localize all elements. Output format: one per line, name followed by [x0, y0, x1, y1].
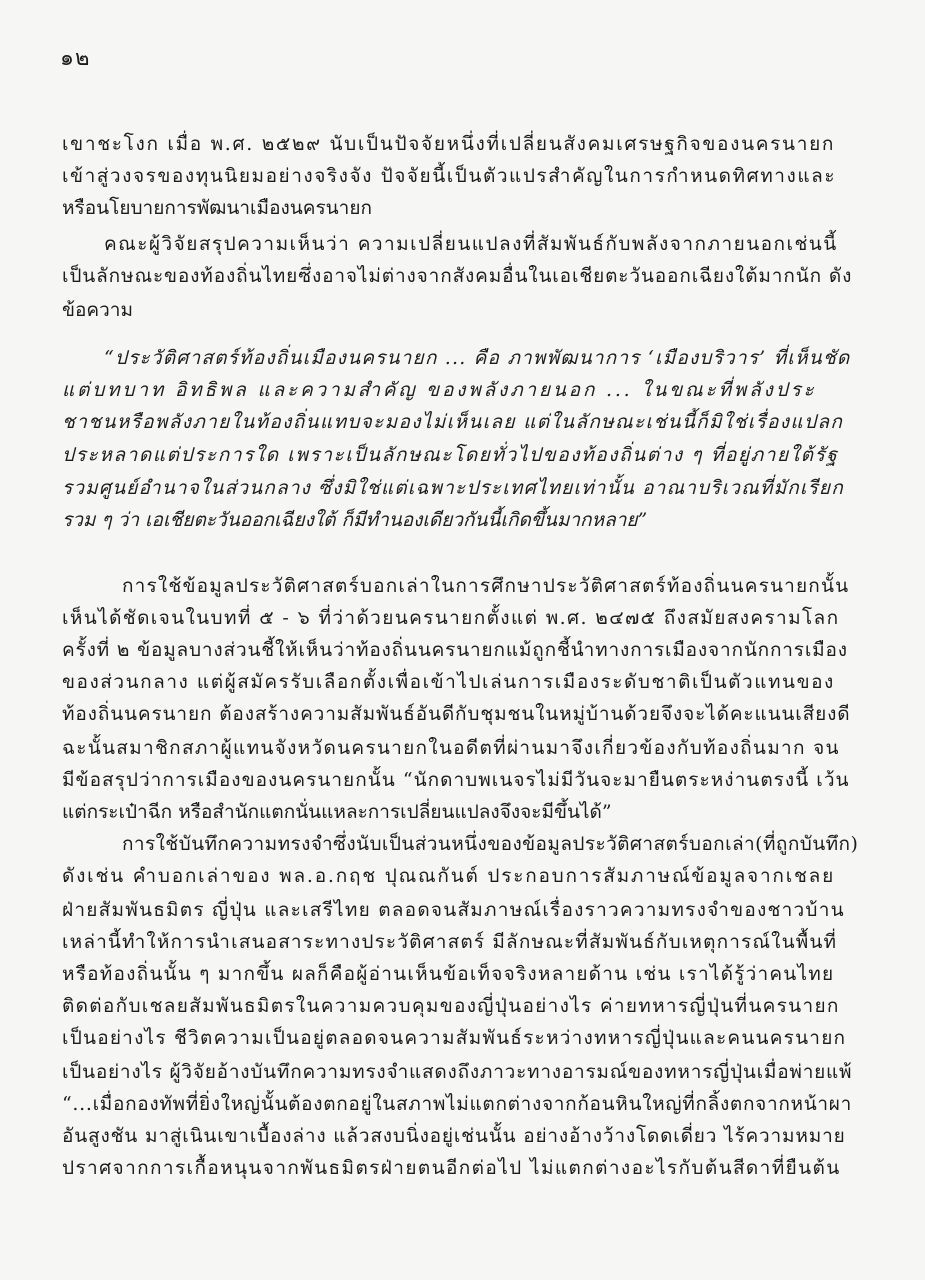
text-line: ครั้งที่ ๒ ข้อมูลบางส่วนชี้ให้เห็นว่าท้องถิ่นนครนายกแม้ถูกชี้นำทางการเมืองจากนักการเมือง	[62, 639, 848, 661]
text-line: เขาชะโงก เมื่อ พ.ศ. ๒๕๒๙ นับเป็นปัจจัยหนึ่งที่เปลี่ยนสังคมเศรษฐกิจของนครนายก	[62, 133, 836, 155]
text-line: เป็นอย่างไร ชีวิตความเป็นอยู่ตลอดจนความสัมพันธ์ระหว่างทหารญี่ปุ่นและคนนครนายก	[62, 1027, 847, 1049]
text-line: ฉะนั้นสมาชิกสภาผู้แทนจังหวัดนครนายกในอดีตที่ผ่านมาจึงเกี่ยวข้องกับท้องถิ่นมาก จน	[62, 737, 840, 759]
text-line: เห็นได้ชัดเจนในบทที่ ๕ - ๖ ที่ว่าด้วยนครนายกตั้งแต่ พ.ศ. ๒๔๗๕ ถึงสมัยสงครามโลก	[62, 607, 840, 629]
quote-line: รวมศูนย์อำนาจในส่วนกลาง ซึ่งมิใช่แต่เฉพาะประเทศไทยเท่านั้น อาณาบริเวณที่มักเรียก	[62, 477, 844, 499]
text-line: เป็นลักษณะของท้องถิ่นไทยซึ่งอาจไม่ต่างจากสังคมอื่นในเอเชียตะวันออกเฉียงใต้มากนัก ดัง	[62, 265, 853, 287]
text-line: หรือนโยบายการพัฒนาเมืองนครนายก	[62, 197, 372, 219]
quote-line: ประหลาดแต่ประการใด เพราะเป็นลักษณะโดยทั่วไปของท้องถิ่นต่าง ๆ ที่อยู่ภายใต้รัฐ	[62, 444, 839, 466]
text-line: การใช้ข้อมูลประวัติศาสตร์บอกเล่าในการศึกษาประวัติศาสตร์ท้องถิ่นนครนายกนั้น	[122, 575, 850, 597]
text-line: แต่กระเป๋าฉีก หรือสำนักแตกนั่นแหละการเปลี่ยนแปลงจึงจะมีขึ้นได้”	[62, 801, 612, 823]
text-line: ข้อความ	[62, 299, 133, 321]
text-line: ปราศจากการเกื้อหนุนจากพันธมิตรฝ่ายตนอีกต่อไป ไม่แตกต่างอะไรกับต้นสีดาที่ยืนต้น	[62, 1157, 841, 1179]
text-line: หรือท้องถิ่นนั้น ๆ มากขึ้น ผลก็คือผู้อ่านเห็นข้อเท็จจริงหลายด้าน เช่น เราได้รู้ว่าคนไทย	[62, 963, 835, 985]
text-line: ดังเช่น คำบอกเล่าของ พล.อ.กฤช ปุณณกันต์ ประกอบการสัมภาษณ์ข้อมูลจากเชลย	[62, 865, 835, 887]
text-line: คณะผู้วิจัยสรุปความเห็นว่า ความเปลี่ยนแปลงที่สัมพันธ์กับพลังจากภายนอกเช่นนี้	[104, 233, 838, 255]
page-number: ๑๒	[60, 46, 91, 71]
text-line: เป็นอย่างไร ผู้วิจัยอ้างบันทึกความทรงจำแสดงถึงภาวะทางอารมณ์ของทหารญี่ปุ่นเมื่อพ่ายแพ้	[62, 1061, 853, 1083]
quote-line: ชาชนหรือพลังภายในท้องถิ่นแทบจะมองไม่เห็นเลย แต่ในลักษณะเช่นนี้ก็มิใช่เรื่องแปลก	[62, 411, 844, 433]
text-line: เข้าสู่วงจรของทุนนิยมอย่างจริงจัง ปัจจัยนี้เป็นตัวแปรสำคัญในการกำหนดทิศทางและ	[62, 165, 837, 187]
text-line: ฝ่ายสัมพันธมิตร ญี่ปุ่น และเสรีไทย ตลอดจนสัมภาษณ์เรื่องราวความทรงจำของชาวบ้าน	[62, 899, 845, 921]
text-line: ของส่วนกลาง แต่ผู้สมัครรับเลือกตั้งเพื่อเข้าไปเล่นการเมืองระดับชาติเป็นตัวแทนของ	[62, 671, 835, 693]
text-line: มีข้อสรุปว่าการเมืองของนครนายกนั้น “นักดาบพเนจรไม่มีวันจะมายืนตระหง่านตรงนี้ เว้น	[62, 769, 850, 791]
quote-line: “ประวัติศาสตร์ท้องถิ่นเมืองนครนายก ... คือ ภาพพัฒนาการ ‘เมืองบริวาร’ ที่เห็นชัด	[104, 347, 851, 369]
text-line: ท้องถิ่นนครนายก ต้องสร้างความสัมพันธ์อันดีกับชุมชนในหมู่บ้านด้วยจึงจะได้คะแนนเสียงดี	[62, 703, 851, 725]
text-line: ติดต่อกับเชลยสัมพันธมิตรในความควบคุมของญี่ปุ่นอย่างไร ค่ายทหารญี่ปุ่นที่นครนายก	[62, 995, 840, 1017]
text-line: อันสูงชัน มาสู่เนินเขาเบื้องล่าง แล้วสงบนิ่งอยู่เช่นนั้น อย่างอ้างว้างโดดเดี่ยว ไร้ความหมาย	[62, 1125, 846, 1147]
quote-line: รวม ๆ ว่า เอเชียตะวันออกเฉียงใต้ ก็มีทำนองเดียวกันนี้เกิดขึ้นมากหลาย”	[62, 509, 648, 531]
quote-line: แต่บทบาท อิทธิพล และความสำคัญ ของพลังภายนอก ... ในขณะที่พลังประ	[62, 379, 817, 401]
text-line: “...เมื่อกองทัพที่ยิ่งใหญ่นั้นต้องตกอยู่ในสภาพไม่แตกต่างจากก้อนหินใหญ่ที่กลิ้งตกจากหน้าผา	[62, 1093, 852, 1115]
text-line: การใช้บันทึกความทรงจำซึ่งนับเป็นส่วนหนึ่งของข้อมูลประวัติศาสตร์บอกเล่า(ที่ถูกบันทึก)	[122, 833, 859, 855]
text-line: เหล่านี้ทำให้การนำเสนอสาระทางประวัติศาสตร์ มีลักษณะที่สัมพันธ์กับเหตุการณ์ในพื้นที่	[62, 931, 838, 953]
